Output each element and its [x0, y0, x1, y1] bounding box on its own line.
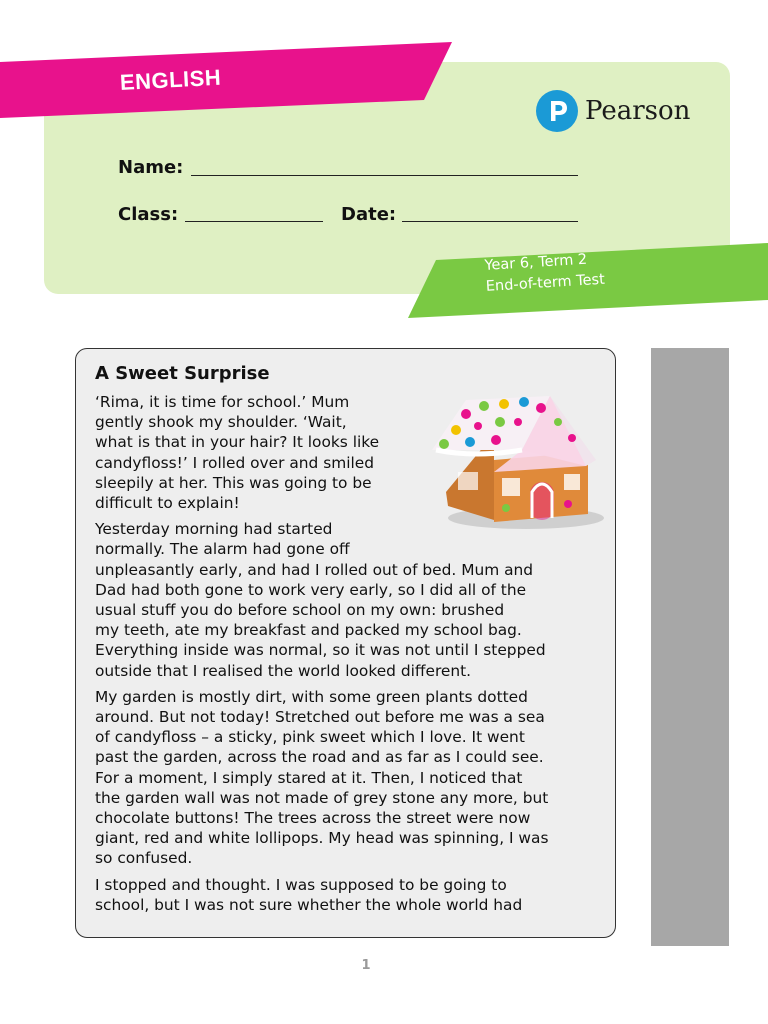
page-number: 1	[361, 958, 371, 973]
term-line: Year 6, Term 2	[484, 251, 588, 274]
pearson-p-icon	[536, 90, 578, 132]
text-line: usual stuff you do before school on my own: brushed	[95, 601, 505, 620]
text-line: giant, red and white lollipops. My head was spinning, I was	[95, 829, 549, 848]
story-paragraph	[95, 519, 595, 681]
text-line: so confused.	[95, 849, 193, 868]
text-line: the garden wall was not made of grey stone any more, but	[95, 788, 549, 807]
story-text	[95, 392, 595, 921]
text-line: Yesterday morning had started	[95, 520, 333, 539]
date-label: Date:	[341, 204, 397, 225]
class-label: Class:	[118, 204, 179, 225]
english-banner-shape	[0, 42, 452, 118]
text-line: around. But not today! Stretched out before me was a sea	[95, 708, 545, 727]
pearson-logo	[536, 88, 692, 134]
text-line: past the garden, across the road and as far as I could see.	[95, 748, 544, 767]
class-field[interactable]	[185, 221, 323, 222]
story-paragraph	[95, 687, 595, 869]
side-bar	[651, 348, 729, 946]
text-line: school, but I was not sure whether the whole world had	[95, 895, 523, 914]
test-line: End-of-term Test	[485, 271, 606, 295]
story-title: A Sweet Surprise	[95, 363, 270, 384]
text-line: My garden is mostly dirt, with some green plants dotted	[95, 687, 528, 706]
name-label: Name:	[118, 157, 184, 178]
text-line: For a moment, I simply stared at it. Then, I noticed that	[95, 768, 523, 787]
text-line: I stopped and thought. I was supposed to be going to	[95, 875, 507, 894]
text-line: what is that in your hair? It looks like	[95, 433, 380, 452]
story-paragraph	[95, 392, 595, 513]
text-line: unpleasantly early, and had I rolled out of bed. Mum and	[95, 560, 534, 579]
name-field[interactable]	[191, 175, 578, 176]
text-line: candyfloss!’ I rolled over and smiled	[95, 453, 375, 472]
text-line: my teeth, ate my breakfast and packed my school bag.	[95, 621, 522, 640]
text-line: outside that I realised the world looked different.	[95, 661, 472, 680]
text-line: ‘Rima, it is time for school.’ Mum	[95, 393, 350, 411]
text-line: Everything inside was normal, so it was not until I stepped	[95, 641, 546, 660]
text-line: sleepily at her. This was going to be	[95, 473, 372, 492]
date-field[interactable]	[402, 221, 578, 222]
text-line: gently shook my shoulder. ‘Wait,	[95, 413, 347, 432]
publisher-name: Pearson	[585, 96, 691, 126]
text-line: Dad had both gone to work very early, so I did all of the	[95, 580, 527, 599]
text-line: normally. The alarm had gone off	[95, 540, 350, 559]
subject-title: ENGLISH	[119, 64, 222, 95]
story-paragraph	[95, 875, 595, 915]
text-line: chocolate buttons! The trees across the street were now	[95, 809, 531, 828]
text-line: of candyfloss – a sticky, pink sweet which I love. It went	[95, 728, 525, 747]
text-line: difficult to explain!	[95, 494, 240, 513]
